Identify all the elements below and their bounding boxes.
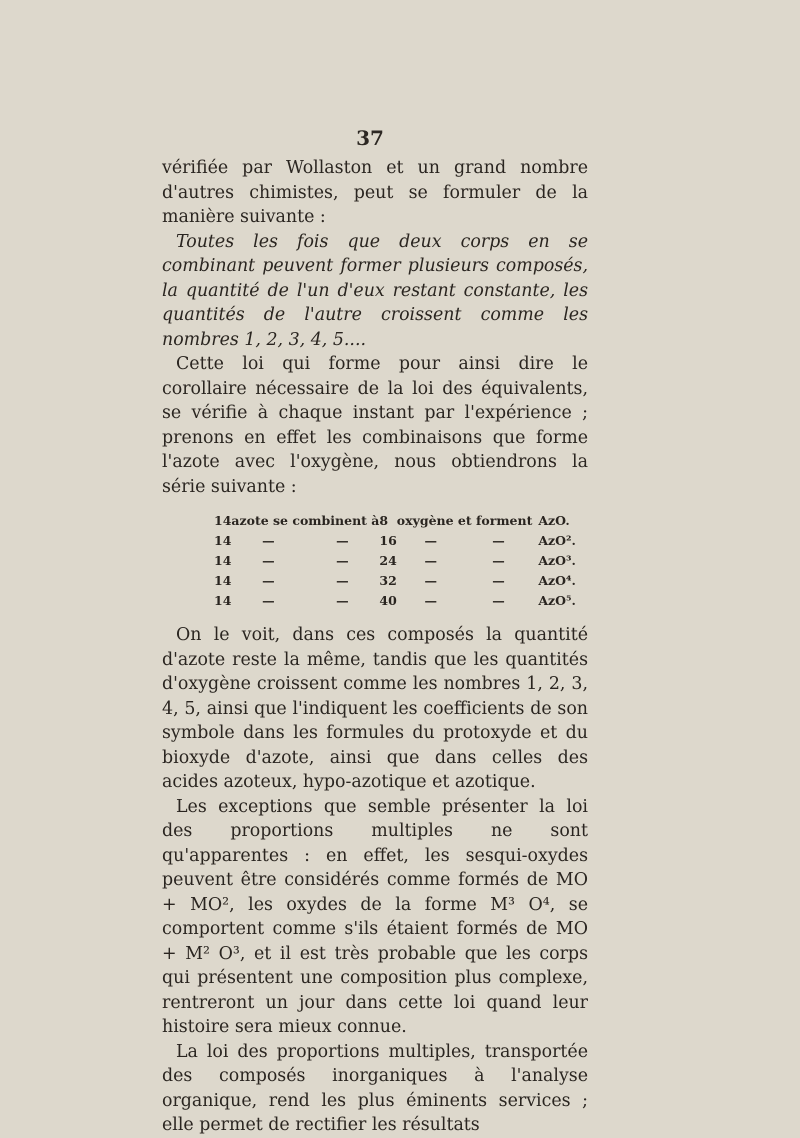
table-cell-dash: — [492, 593, 505, 608]
table-header-row [214, 511, 576, 531]
table-cell-dash: — [336, 533, 349, 548]
table-cell-dash: — [336, 553, 349, 568]
table-cell-dash: — [424, 533, 437, 548]
page-number: 37 [356, 126, 384, 150]
table-cell-oxygen: 8 [379, 513, 389, 528]
table-cell-product: AzO². [538, 533, 576, 548]
table-cell-dash: — [424, 553, 437, 568]
table-header-text2: oxygène et forment [396, 513, 533, 528]
table-cell-dash: — [336, 593, 349, 608]
page-body [162, 156, 588, 1138]
table-cell-dash: — [492, 573, 505, 588]
table-cell-dash: — [492, 553, 505, 568]
paragraph-exceptions: Les exceptions que semble présenter la loi des proportions multiples ne sont qu'apparentes : en effet, les sesqui-oxydes peuvent être considérés comme formés de MO + MO², les oxydes de la forme M³ O⁴, se comportent comme s'ils étaient formés de MO + M² O³, et il est très probable que les corps qui présentent une composition plus complexe, rentreront un jour dans cette loi quand leur histoire sera mieux connue. [162, 796, 588, 1037]
table-cell-nitrogen: 14 [214, 593, 232, 608]
table-cell-oxygen: 40 [379, 593, 397, 608]
table-cell-nitrogen: 14 [214, 513, 232, 528]
table-cell-dash: — [262, 533, 275, 548]
table-cell-oxygen: 16 [379, 533, 397, 548]
table-header-text1: azote se combinent à [231, 513, 380, 528]
table-cell-nitrogen: 14 [214, 553, 232, 568]
table-cell-dash: — [262, 573, 275, 588]
table-cell-dash: — [424, 573, 437, 588]
table-cell-dash: — [262, 593, 275, 608]
table-cell-dash: — [336, 573, 349, 588]
table-cell-product: AzO³. [538, 553, 576, 568]
paragraph-observation: On le voit, dans ces composés la quantité d'azote reste la même, tandis que les quantités d'oxygène croissent comme les nombres 1, 2, 3, 4, 5, ainsi que l'indiquent les coefficients de son symbole dans les formules du protoxyde et du bioxyde d'azote, ainsi que dans celles des acides azoteux, hypo-azotique et azotique. [162, 625, 588, 792]
table-cell-product: AzO⁴. [538, 573, 576, 588]
table-cell-product: AzO⁵. [538, 593, 576, 608]
paragraph-corollary: Cette loi qui forme pour ainsi dire le corollaire nécessaire de la loi des équivalents, se vérifie à chaque instant par l'expérience ; prenons en effet les combinaisons que forme l'azote avec l'oxygène, nous obtiendrons la série suivante : [162, 354, 588, 497]
table-row [214, 551, 576, 571]
nitrogen-oxygen-table [214, 511, 576, 611]
table-cell-nitrogen: 14 [214, 573, 232, 588]
paragraph-law-statement: Toutes les fois que deux corps en se combinant peuvent former plusieurs composés, la quantité de l'un d'eux restant constante, les quantités de l'autre croissent comme les nombres 1, 2, 3, 4, 5.... [162, 231, 588, 350]
table-row [214, 591, 576, 611]
table-cell-dash: — [424, 593, 437, 608]
paragraph-organic-analysis: La loi des proportions multiples, transportée des composés inorganiques à l'analyse organique, rend les plus éminents services ; elle permet de rectifier les résultats [162, 1041, 588, 1135]
table-row [214, 571, 576, 591]
table-cell-dash: — [262, 553, 275, 568]
table-row [214, 531, 576, 551]
paragraph-intro: vérifiée par Wollaston et un grand nombre d'autres chimistes, peut se formuler de la manière suivante : [162, 158, 588, 227]
table-cell-nitrogen: 14 [214, 533, 232, 548]
table-cell-oxygen: 24 [379, 553, 397, 568]
table-cell-dash: — [492, 533, 505, 548]
table-cell-product: AzO. [538, 513, 570, 528]
table-cell-oxygen: 32 [379, 573, 397, 588]
